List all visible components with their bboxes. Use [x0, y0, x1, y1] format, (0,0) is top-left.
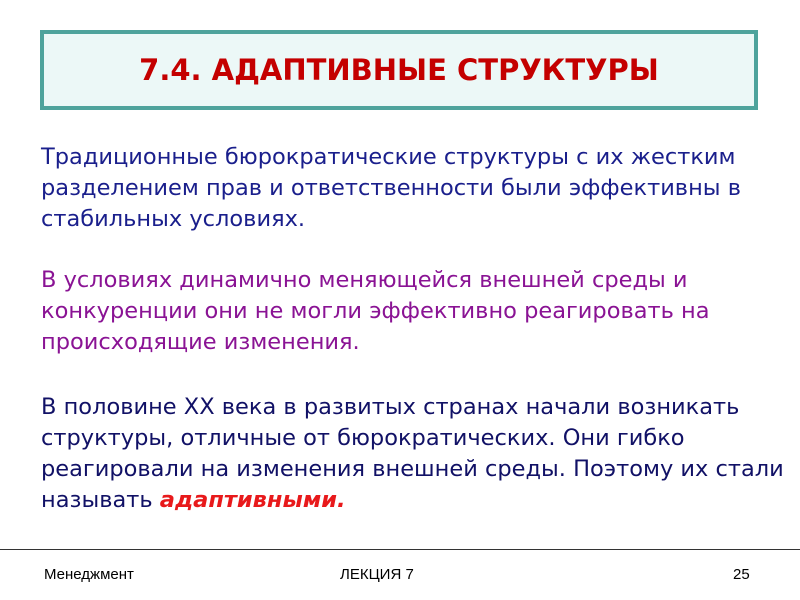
- footer-course-name: Менеджмент: [44, 566, 134, 583]
- paragraph-bureaucratic: Традиционные бюрократические структуры с их жестким разделением прав и ответственности были эффективны в стабильных условиях.: [41, 144, 741, 232]
- title-box: [40, 30, 758, 110]
- paragraph-adaptive: [41, 392, 786, 516]
- slide-title: 7.4. АДАПТИВНЫЕ СТРУКТУРЫ: [139, 53, 659, 87]
- adaptive-emphasis: адаптивными.: [159, 487, 346, 513]
- footer-lecture: ЛЕКЦИЯ 7: [340, 566, 414, 583]
- footer-page-number: 25: [733, 566, 750, 583]
- footer-divider: [0, 549, 800, 550]
- paragraph-dynamic-environment: В условиях динамично меняющейся внешней среды и конкуренции они не могли эффективно реагировать на происходящие изменения.: [41, 267, 710, 355]
- paragraph-adaptive-text: В половине XX века в развитых странах начали возникать структуры, отличные от бюрократических. Они гибко реагировали на изменения внешней среды. Поэтому их стали называть: [41, 394, 784, 513]
